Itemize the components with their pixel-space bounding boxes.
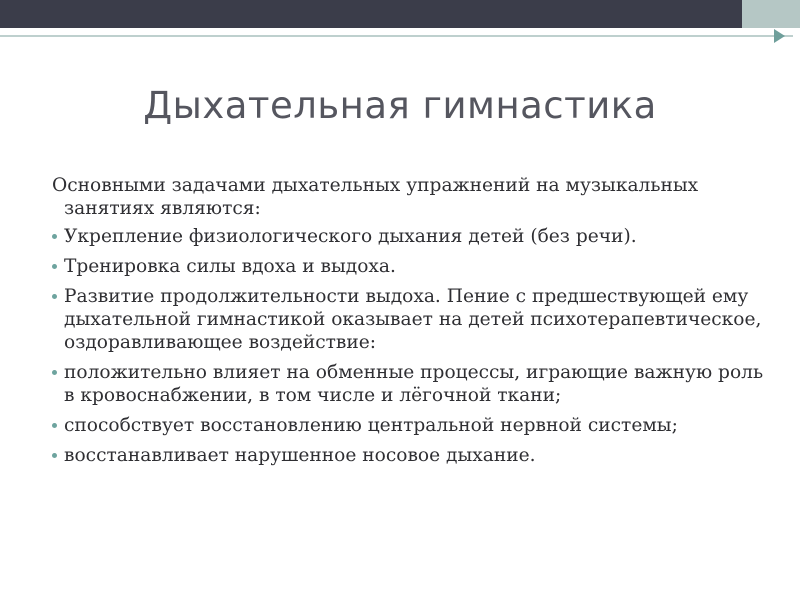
slide-title: Дыхательная гимнастика bbox=[143, 84, 657, 127]
bullet-text: положительно влияет на обменные процессы, играющие важную роль в кровоснабжении, в том числе и лёгочной ткани; bbox=[64, 362, 764, 406]
bullet-item bbox=[52, 225, 767, 248]
accent-line bbox=[0, 35, 793, 37]
bullet-dot-icon bbox=[52, 423, 57, 428]
bullet-dot-icon bbox=[52, 294, 57, 299]
bullet-text: способствует восстановлению центральной нервной системы; bbox=[64, 415, 678, 436]
bullet-item bbox=[52, 414, 767, 437]
accent-triangle-icon bbox=[774, 29, 785, 43]
top-bar-accent-block bbox=[742, 0, 800, 28]
bullet-dot-icon bbox=[52, 370, 57, 375]
intro-text: Основными задачами дыхательных упражнений на музыкальных занятиях являются: bbox=[52, 175, 699, 219]
bullet-text: Тренировка силы вдоха и выдоха. bbox=[64, 256, 396, 277]
bullet-list bbox=[52, 225, 767, 467]
slide-content bbox=[52, 174, 767, 474]
bullet-text: Развитие продолжительности выдоха. Пение с предшествующей ему дыхательной гимнастикой оказывает на детей психотерапевтическое, оздоравливающее воздействие: bbox=[64, 286, 762, 353]
top-bar bbox=[0, 0, 800, 28]
bullet-dot-icon bbox=[52, 234, 57, 239]
bullet-text: восстанавливает нарушенное носовое дыхание. bbox=[64, 445, 536, 466]
bullet-dot-icon bbox=[52, 453, 57, 458]
bullet-dot-icon bbox=[52, 264, 57, 269]
bullet-item bbox=[52, 255, 767, 278]
bullet-item bbox=[52, 444, 767, 467]
bullet-text: Укрепление физиологического дыхания детей (без речи). bbox=[64, 226, 637, 247]
bullet-item bbox=[52, 361, 767, 407]
bullet-item bbox=[52, 285, 767, 354]
